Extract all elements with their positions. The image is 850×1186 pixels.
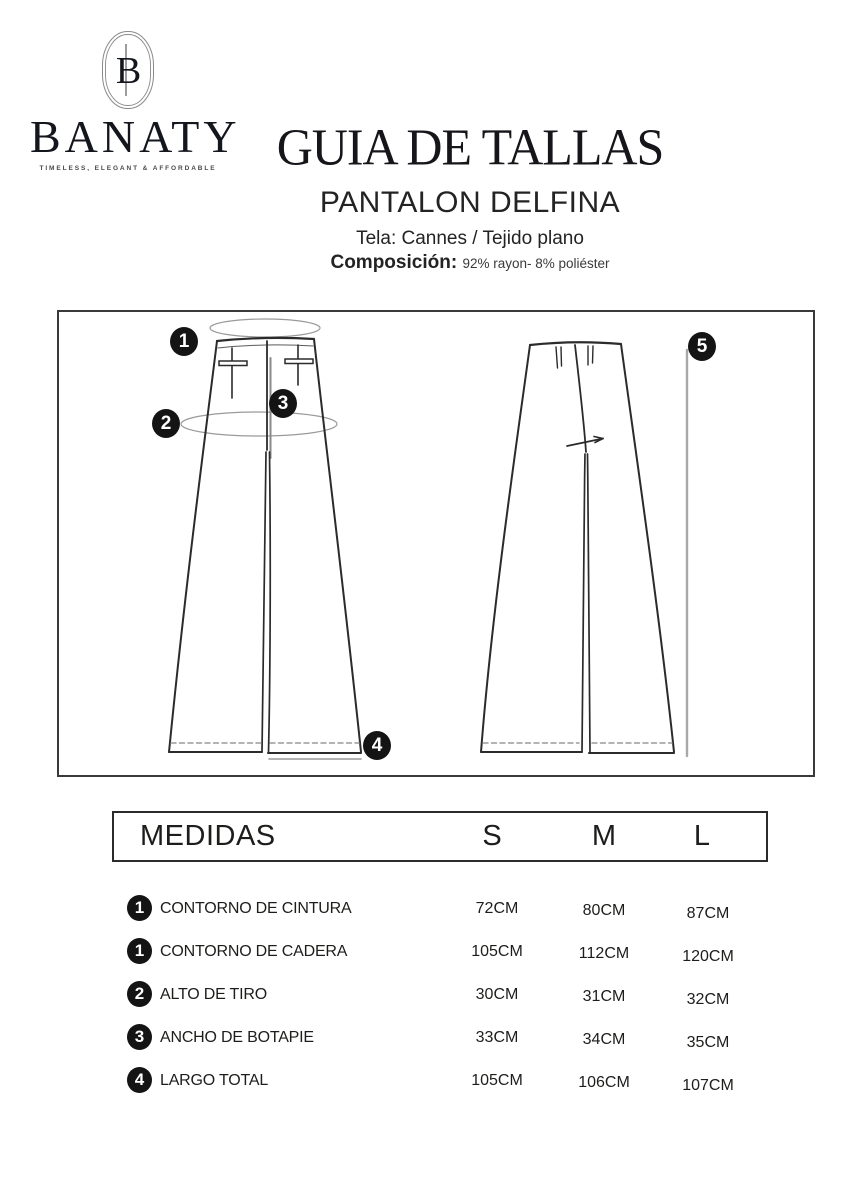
value-l: 120CM [682,948,734,965]
value-s: 33CM [475,1029,519,1046]
row-label: CONTORNO DE CINTURA [160,900,352,917]
brand-logo [30,30,241,172]
brand-tagline: TIMELESS, ELEGANT & AFFORDABLE [39,165,217,172]
value-s: 72CM [475,900,519,917]
composition-value: 92% rayon- 8% poliéster [462,256,610,271]
value-l: 32CM [686,991,730,1008]
marker-badge-5: 5 [688,332,716,361]
value-s: 105CM [471,1072,523,1089]
row-badge: 1 [127,895,152,921]
brand-name: BANATY [30,111,241,162]
measures-title: MEDIDAS [140,820,276,852]
value-l: 35CM [686,1034,730,1051]
value-l: 107CM [682,1077,734,1094]
row-label: ANCHO DE BOTAPIE [160,1029,314,1046]
value-m: 112CM [578,945,630,962]
value-m: 106CM [578,1074,630,1091]
diagram-panel [57,310,815,777]
composition-label: Composición: [330,252,458,273]
measures-header [112,811,768,862]
marker-badge-2: 2 [152,409,180,438]
page-title: GUIA DE TALLAS [276,117,664,177]
pants-diagram [59,312,813,775]
marker-badge-4: 4 [363,731,391,760]
value-m: 80CM [582,902,626,919]
value-s: 105CM [471,943,523,960]
row-badge: 3 [127,1024,152,1050]
value-m: 34CM [582,1031,626,1048]
measurement-row-largo [112,1066,768,1095]
fabric-info: Tela: Cannes / Tejido plano [356,228,584,249]
composition-info [240,252,700,274]
monogram-letter: B [115,50,142,92]
row-badge: 1 [127,938,152,964]
row-label: LARGO TOTAL [160,1072,269,1089]
size-column-m: M [591,820,617,852]
measurement-row-botapie [112,1023,768,1052]
size-column-s: S [482,820,502,852]
row-label: CONTORNO DE CADERA [160,943,348,960]
value-m: 31CM [582,988,626,1005]
size-column-l: L [693,820,711,852]
value-s: 30CM [475,986,519,1003]
marker-badge-1: 1 [170,327,198,356]
product-name: PANTALON DELFINA [319,186,621,219]
pants-back-drawing [481,342,687,756]
b-monogram-icon [101,30,155,110]
measurement-row-cintura [112,894,768,923]
row-badge: 2 [127,981,152,1007]
pants-front-drawing [169,319,361,759]
measurement-row-tiro [112,980,768,1009]
marker-badge-3: 3 [269,389,297,418]
measurement-row-cadera [112,937,768,966]
row-badge: 4 [127,1067,152,1093]
row-label: ALTO DE TIRO [160,986,267,1003]
value-l: 87CM [686,905,730,922]
